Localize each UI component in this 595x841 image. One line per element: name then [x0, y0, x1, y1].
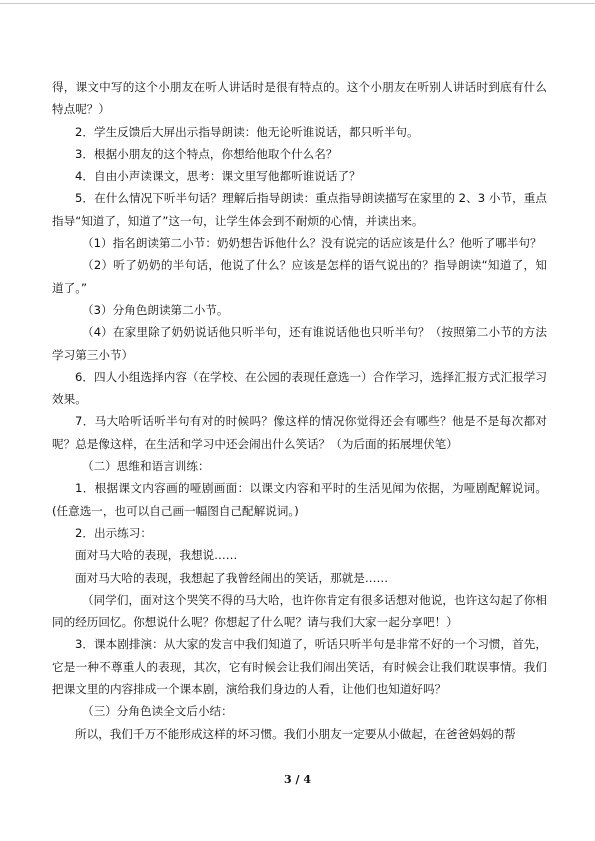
header-rule	[0, 3, 595, 4]
paragraph: 得，课文中写的这个小朋友在听人讲话时是很有特点的。这个小朋友在听别人讲话时到底有什么特点呢？）	[52, 80, 547, 117]
paragraph: 2．出示练习：	[75, 525, 152, 540]
paragraph: 7．马大哈听话听半句有对的时候吗？像这样的情况你觉得还会有哪些？他是不是每次都对呢？总是像这样，在生活和学习中还会闹出什么笑话？（为后面的拓展埋伏笔）	[52, 414, 547, 451]
section-heading: （三）分角色读全文后小结：	[82, 704, 233, 719]
page-number: 3 / 4	[284, 773, 311, 786]
paragraph: （同学们，面对这个哭笑不得的马大哈，也许你肯定有很多话想对他说，也许这勾起了你相同的经历回忆。你想说什么呢？你想起了什么呢？请与我们大家一起分享吧！）	[52, 592, 547, 630]
paragraph: 4．自由小声读课文，思考：课文里写他都听谁说话了？	[75, 169, 361, 184]
paragraph: （4）在家里除了奶奶说话他只听半句，还有谁说话他也只听半句？（按照第二小节的方法学习第三小节）	[52, 325, 547, 362]
paragraph: 面对马大哈的表现，我想起了我曾经闹出的笑话，那就是……	[75, 570, 389, 585]
paragraph: （3）分角色朗读第二小节。	[82, 302, 229, 317]
paragraph: 3．根据小朋友的这个特点，你想给他取个什么名？	[75, 146, 338, 161]
paragraph: 1．根据课文内容画的哑剧画面：以课文内容和平时的生活见闻为依据，为哑剧配解说词。(任意选一，也可以自己画一幅图自己配解说词。)	[52, 481, 547, 518]
paragraph: （2）听了奶奶的半句话，他说了什么？应该是怎样的语气说出的？指导朗读“知道了，知道了。”	[52, 258, 547, 295]
paragraph: 3．课本剧排演：从大家的发言中我们知道了，听话只听半句是非常不好的一个习惯，首先，它是一种不尊重人的表现，其次，它有时候会让我们闹出笑话，有时候会让我们耽误事情。我们把课文里的内容排成一个课本剧，演给我们身边的人看，让他们也知道好吗？	[52, 637, 547, 697]
paragraph: 5．在什么情况下听半句话？理解后指导朗读：重点指导朗读描写在家里的 2、3 小节，重点指导“知道了，知道了”这一句，让学生体会到不耐烦的心情，并读出来。	[52, 191, 547, 228]
section-heading: （二）思维和语言训练：	[82, 459, 210, 474]
paragraph: 6．四人小组选择内容（在学校、在公园的表现任意选一）合作学习，选择汇报方式汇报学习效果。	[52, 369, 547, 407]
paragraph: 面对马大哈的表现，我想说……	[75, 548, 238, 563]
paragraph: （1）指名朗读第二小节：奶奶想告诉他什么？没有说完的话应该是什么？他听了哪半句？	[82, 236, 542, 251]
document-body	[52, 76, 547, 745]
paragraph: 2．学生反馈后大屏出示指导朗读：他无论听谁说话，都只听半句。	[75, 124, 419, 139]
paragraph: 所以，我们千万不能形成这样的坏习惯。我们小朋友一定要从小做起，在爸爸妈妈的帮	[75, 726, 516, 741]
